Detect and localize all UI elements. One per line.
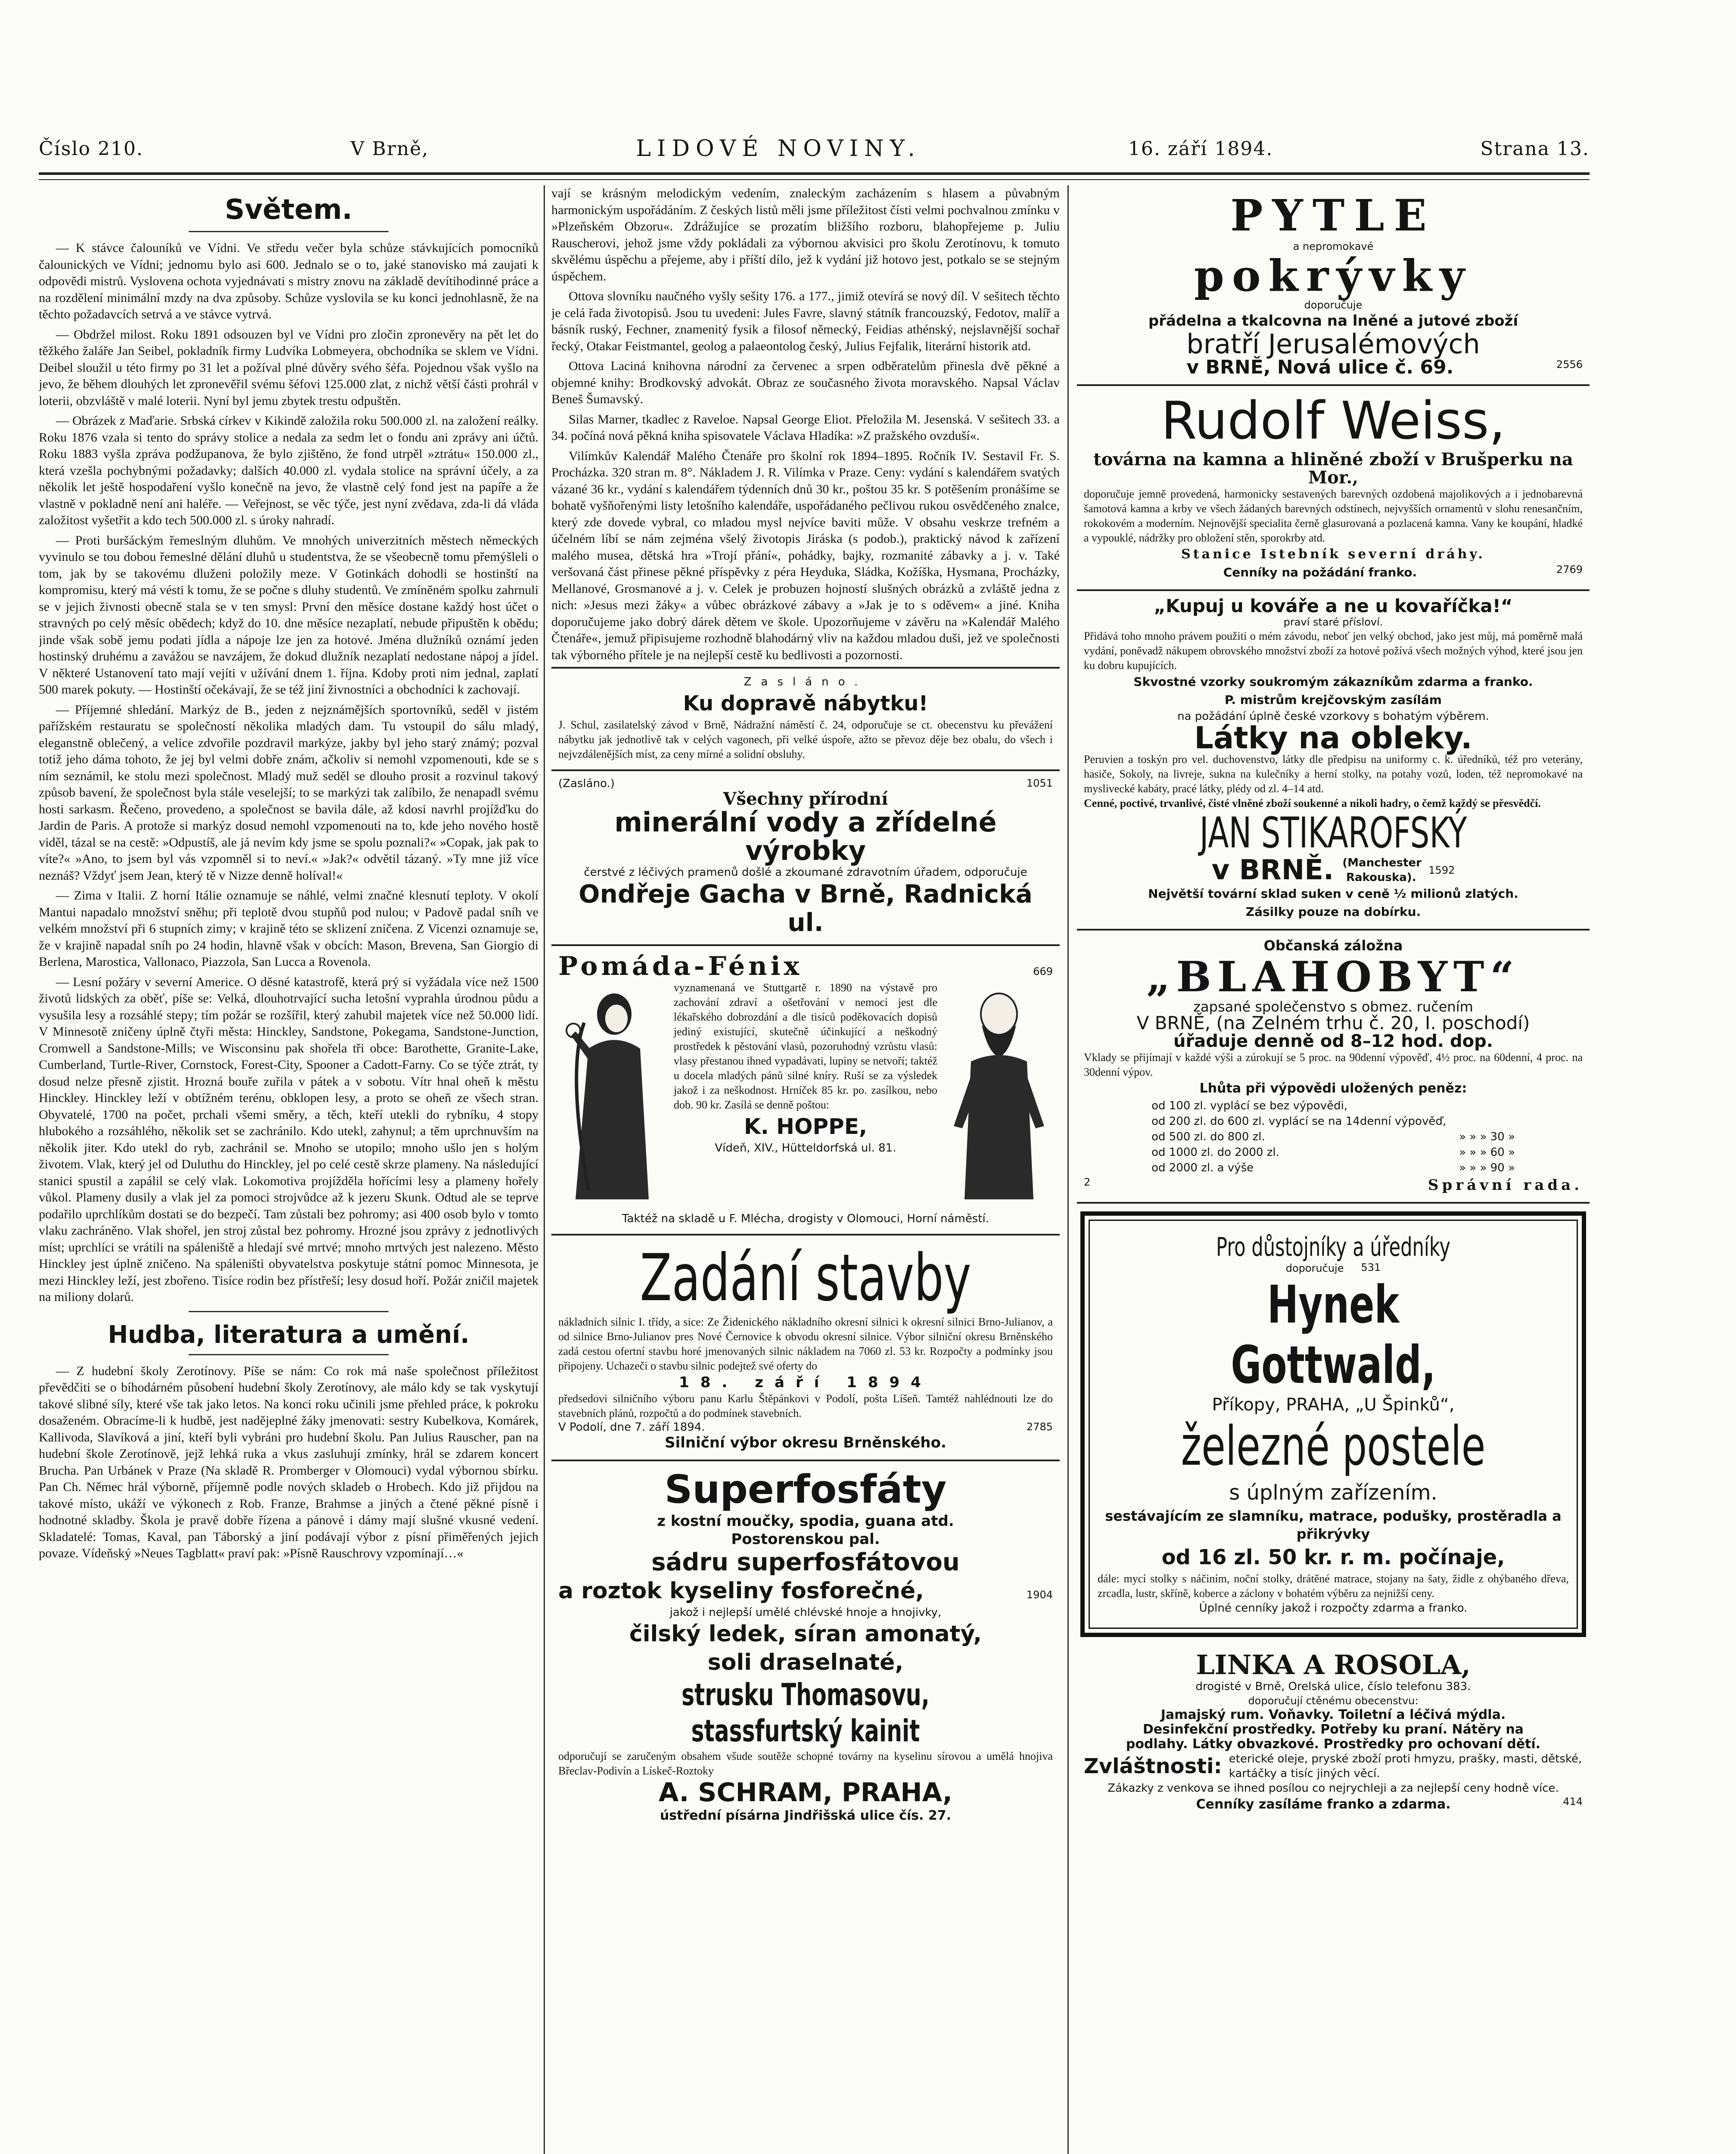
header-rule: [39, 172, 1590, 180]
table-row: [1145, 1130, 1521, 1144]
ad-number: 2785: [1026, 1421, 1053, 1433]
ad-line: strusku Thomasovu, stassfurtský kainit: [681, 1677, 930, 1749]
ad-name: A. SCHRAM, PRAHA,: [659, 1777, 952, 1808]
ad-name: Hynek Gottwald,: [1231, 1275, 1436, 1395]
table-cell: od 500 zl. do 800 zl.: [1151, 1130, 1265, 1143]
ad-title: Látky na obleky.: [1194, 720, 1472, 756]
ad-text: sestávajícím ze slamníku, matrace, podušky, prostěradla a přikrývky: [1105, 1508, 1562, 1542]
ad-text: čerstvé z léčivých pramenů došlé a zkoumané zdravotním úřadem, odporučuje: [584, 866, 1027, 879]
ad-blahobyt: [1077, 931, 1590, 1204]
issue-number: Číslo 210.: [39, 137, 143, 160]
ad-city: v BRNĚ.: [1211, 854, 1334, 886]
ad-stikarofsky: [1077, 591, 1590, 931]
ad-title-2: pokrývky: [1194, 250, 1473, 301]
ad-sub: zapsané společenstvo s obmez. ručením: [1193, 999, 1473, 1015]
ad-weiss: [1077, 386, 1590, 591]
ad-spec: eterické oleje, pryské zboží proti hmyzu, prašky, masti, dětské, kartáčky a tisíc jiných věcí.: [1229, 1752, 1582, 1780]
ad-line: sádru superfosfátovou: [651, 1548, 960, 1576]
article-paragraph: — Lesní požáry v severní Americe. O děsné katastrofě, která prý si vyžádala více než 1500 životů lidských za oběť, píše se: Velká, dlouhotrvající sucha letošní vyprahla úrodnou půdu a vysušila lesy a rozsáhlé stepy; tím požár se rozšířil, který zahubil majetek více než 50.000 lidí. V Minnesotě zničeny úplně čtyři města: Hinckley, Sandstone, Pokegama, Sandstone-Junction, Cromwell a Sandstone-Mills; ve Wisconsinu pak shořela tři obce: Barothette, Granite-Lake, Cumberland, Turtle-River, Cornstock, Forest-City, Spooner a Cadott-Farny. Co se týče ztrát, ty dosud nelze přesně zjistit. Hrozná bouře zuřila v pátek a v sobotu. Vítr hnal oheň k městu Hinckley. Hinckley leží v obtížném terénu, obklopen lesy, a proto se oheň ze všech stran. Obyvatelé, 1700 na počet, prchali všemi směry, a těch, kteří utekli do rybníku, 4 stopy hlubokého a rozsáhlého, několik set se zachránilo. Kdo utekl, zahynul; a těm uprchnuvším na několik jiter. Kdo utekl do ryb, zachránil se. Mnoho se utopilo; mnoho ušlo jen s holým životem. Vlak, který jel od Duluthu do Hinckley, jel po celé cestě skrze plameny. Na následující stanici spustil a zapálil se celý vlak. Lokomotiva projížděla hořícími lesy a plameny hořely vůkol. Plameny dusily a vlak jel za pomoci strojvůdce až k jezeru Skunk. Odtud ale se teprve podařilo uprchlíkům dostati se do bezpečí. Tam zůstali bez pohromy; asi 400 osob bylo v tomto vlaku zachráněno. Vlak shořel, jen stroj zůstal bez pohromy. Hrozné jsou zprávy z jednotlivých míst; uprchlíci se vrátili na spáleniště a hledají své mrtvé; mnoho mrtvých jest nalezeno. Město Hinckley jest úplně zničeno. Na spáleništi obyvatelstva poskytuje státní pomoc Minnesota, je mezi Hinckley leží, jest zbořeno. Tisíce rodin bez přístřeší; lesy dosud hoří. Požár zničil majetek na miliony dolarů.: [39, 974, 538, 1304]
ad-kicker: Zasláno.: [744, 675, 868, 688]
ad-name: Rudolf Weiss,: [1161, 391, 1506, 451]
masthead: LIDOVÉ NOVINY.: [636, 136, 921, 162]
article-paragraph: — Zima v Italii. Z horní Itálie oznamuje se náhlé, velmi značné klesnutí teploty. V okolí Mantui napadalo množství sněhu; při teplotě dvou stupňů pod nulou; v Padově padal sníh ve velkém množství při 6 stupních zimy; v krajině této se sklizení zničena. Z Vicenzi oznamuje se, že v krajině napadal sníh po 24 hodin, hlavně však v obcích: Mason, Brevena, San Giorgio di Berlena, Marostica, Vallonaco, Piazzola, San Lucca a Rovenola.: [39, 888, 538, 969]
ad-text: Peruvien a toskýn pro vel. duchovenstvo, látky dle předpisu na uniformy c. k. úředníků, též pro veterány, hasiče, Sokoly, na livreje, sukna na kulečníky a herní stolky, na potahy vozů, loden, též nepromokavé na myslivecké kabáty, pracé látky, plédy od zl. 4–14 atd.: [1084, 753, 1583, 795]
ad-sub: továrna na kamna a hliněné zboží v Brušperku na Mor.,: [1093, 449, 1573, 488]
ad-number: 531: [1361, 1261, 1381, 1273]
section-rule: [189, 1311, 389, 1312]
ad-line: Pro důstojníky a úředníky: [1216, 1232, 1450, 1262]
ad-firm: přádelna a tkalcovna na lněné a jutové zboží: [1148, 312, 1518, 330]
table-row: [1145, 1114, 1521, 1129]
table-row: [1145, 1099, 1521, 1113]
ad-title: PYTLE: [1230, 190, 1436, 241]
ad-line: Největší tovární sklad suken v ceně ½ milionů zlatých.: [1148, 887, 1518, 901]
ad-title: Zadání stavby: [640, 1241, 971, 1316]
ad-text: odporučují se zaručeným obsahem všude soutěže schopné továrny na kyselinu sírovou a umělá hnojiva Břeclav-Podivín a Lískeč-Roztoky: [558, 1750, 1053, 1777]
ad-pytle: [1077, 185, 1590, 386]
ad-samples: Skvostné vzorky soukromým zákazníkům zdarma a franko.: [1133, 675, 1533, 689]
ad-line: z kostní moučky, spodia, guana atd.: [657, 1513, 954, 1530]
ad-line: minerální vody a zřídelné výrobky: [614, 806, 997, 866]
ad-address: v BRNĚ, Nová ulice č. 69.: [1186, 356, 1454, 378]
ad-number: 2556: [1556, 358, 1583, 370]
ad-line: Jamajský rum. Voňavky. Toiletní a léčivá mýdla.: [1160, 1707, 1506, 1722]
ad-name: K. HOPPE,: [744, 1114, 867, 1139]
table-cell: [1453, 1099, 1521, 1113]
ad-text: doporučuje jemně provedená, harmonicky sestavených barevných ozdobená majolikových a i jednobarevná šamotová kamna a krby ve všech žádaných barevných odstínech, nejvyšších ornamentů v slohu renesančním, rokokovém a moderním. Nejnovější specialita černě glasurovaná a pozlacená kamna. Vany ke koupání, hladké a vypouklé, nádržky pro obložení stěn, sporokrby atd.: [1084, 488, 1583, 544]
article-paragraph: — Obdržel milost. Roku 1891 odsouzen byl ve Vídni pro zločin zpronevěry na pět let do těžkého žaláře Jan Seibel, pokladník firmy Ludvíka Lobmeyera, obchodníka se sklem ve Vídni. Deibel sloužil u této firmy po 31 let a požíval plné důvěry svého šéfa. Pojednou však vyšlo na jevo, že během dlouhých let zpronevěřil svému šéfovi 125.000 zlat, z nichž větší části prohrál v loterii, obzvláště v malé loterii. Nyní byl jemu zbytek trestu odpuštěn.: [39, 327, 538, 408]
title-rule: [189, 231, 389, 232]
ad-title: „BLAHOBYT“: [1146, 952, 1520, 1001]
ad-sub: drogisté v Brně, Orelská ulice, číslo telefonu 383.: [1195, 1680, 1471, 1693]
ad-address: Vídeň, XIV., Hütteldorfská ul. 81.: [715, 1142, 896, 1155]
ad-nabytek: [551, 667, 1060, 771]
article-paragraph: — Obrázek z Maďarie. Srbská církev v Kikindě založila roku 500.000 zl. na založení reálky. Roku 1876 vzala si tento do správy stolice a nedala za sedm let o fondu ani zprávy ani účtů. Roku 1883 vyšla zpráva podžupanova, že bylo zjištěno, že fond utrpěl »ztrátu« 150.000 zl., která vzešla pochybnými požadavky; dalších 40.000 zl. vydala stolice na správní účely, a za několik let ještě hospodaření vyšlo konečně na jevo, že vlastně celý fond jest na papíře a že vlastně v pokladně není ani haléře. — Veřejnost, se věc týče, jest nyní zvědava, zda-li dá vláda založitost vyšetřit a kdo tech 500.000 zl. s úroky nahradí.: [39, 414, 538, 527]
article-paragraph: Ottova slovníku naučného vyšly sešity 176. a 177., jimiž otevírá se nový díl. V sešitech těchto je celá řada životopisů. Jsou tu uvedeni: Jules Favre, slavný státník francouzský, Fedotov, malíř a básník ruský, Fechner, znamenitý fysik a filosof německý, Feidias athénský, nejslavnější sochař řecký, Otakar Feistmantel, geolog a palaeontolog český, Julius Fejfalik, literární historik atd.: [551, 289, 1060, 353]
ad-text: dále: mycí stolky s náčiním, noční stolky, drátěné matrace, stojany na šaty, židle z ohýbaného dřeva, zrcadla, lustr, skříně, kobercе a záclony v bohatém výběru za nejnižší ceny.: [1098, 1572, 1569, 1600]
table-cell: od 2000 zl. a výše: [1151, 1161, 1254, 1174]
ad-gottwald: [1080, 1211, 1586, 1637]
table-cell: » » » 60 »: [1459, 1146, 1515, 1159]
issue-date: 16. září 1894.: [1128, 137, 1273, 160]
ad-loans: Lhůta při výpovědi uložených peněz:: [1199, 1081, 1467, 1096]
right-column: [1077, 185, 1590, 2154]
article-paragraph: Vilímkův Kalendář Malého Čtenáře pro školní rok 1894–1895. Ročník IV. Sestavil Fr. S. Procházka. 320 stran m. 8°. Nákladem J. R. Vilímka v Praze. Ceny: vydání s kalendářem svatých vázané 36 kr., vydání s kalendářem týdenních dnů 30 kr., poštou 35 kr. S potěšením pronášíme se bohatě vyšňořenými listy letošního kalendáře, uspořádaného pečlivou rukou osvědčeného znalce, který zde dovede vybral, co mladou mysl nejvíce baviti může. V obsahu veskrze trefném a účelném líbí se nám zejména všelý životopis Jiráska (s podob.), praktický návod k zařízení malého musea, dětská hra »Trojí přání«, pohádky, bajky, rozmanité zábavky a j. v. Také veršovaná část přinese pěkné příspěvky z péra Heyduka, Sládka, Kožíška, Hysmana, Procházky, Mellanové, Grosmanové a j. v. Celek je probuzen hojností slušných obrázků a zvláště jedna z nich: »Jesus mezi žáky« a vůbec obrázkové zábavy a »Jak je to s oděvem« a jiné. Kniha doporučujeme jako dobrý dárek dětem ve škole. Upozorňujeme v závěru na »Kalendář Malého Čtenáře«, jemuž připisujeme rozhodně blahodárný vliv na každou mladou duši, jež ve společnosti tak výborného přítele je na nejlepší cestě ku bedlivosti a pozornosti.: [551, 448, 1060, 662]
ad-text: Zákazky z venkova se ihned posílou co nejrychleji a za nejlepší ceny hodně více.: [1108, 1782, 1559, 1795]
ad-gacha: [551, 771, 1060, 946]
ad-title: Ku dopravě nábytku!: [683, 691, 928, 716]
ad-number: 1904: [1026, 1589, 1053, 1601]
ad-text: předsedovi silničního výboru panu Karlu Štěpánkovi v Podolí, pošta Líšeň. Tamtéž nahlédnouti lze do stavebních plánů, rozpočtů a do podmínek stavebních.: [558, 1392, 1053, 1419]
ad-footer: Taktéž na skladě u F. Mlécha, drogisty v Olomouci, Horní náměstí.: [622, 1212, 989, 1225]
ad-address: V BRNĚ, (na Zelném trhu č. 20, I. poschodí): [1136, 1012, 1530, 1033]
ad-signature: Silniční výbor okresu Brněnského.: [665, 1434, 946, 1451]
ad-number: 1592: [1428, 864, 1455, 876]
ad-footer: Správní rada.: [1428, 1177, 1583, 1194]
ad-text: Cenné, poctivé, trvanlivé, čisté vlněné zboží soukenné a nikoli hadry, o čemž každý se přesvědčí.: [1084, 797, 1541, 809]
table-cell: » » » 90 »: [1459, 1161, 1515, 1174]
section-title-svetem: Světem.: [224, 194, 353, 226]
ad-footer: Úplné cenníky jakož i rozpočty zdarma a franko.: [1199, 1602, 1468, 1615]
table-cell: [1453, 1114, 1521, 1129]
ad-note: na požádání úplně české vzorkovy s bohatým výběrem.: [1177, 710, 1489, 723]
woman-illustration: [558, 984, 666, 1208]
ad-line: Všechny přírodní: [723, 789, 888, 809]
ad-date: 18. září 1894: [679, 1374, 932, 1391]
ad-line: soli draselnaté,: [707, 1650, 904, 1675]
ad-line: Ondřeje Gacha v Brně, Radnická ul.: [579, 879, 1033, 937]
ad-text: Vklady se přijímají v každé výši a zúrokují se 5 proc. na 90denní výpověď, 4½ proc. na 60denní, 4 proc. na 30denní výpov.: [1084, 1051, 1583, 1078]
ad-number: 2769: [1556, 563, 1583, 576]
ad-rec: doporučuje: [1304, 299, 1363, 311]
city: V Brně,: [350, 137, 429, 160]
ad-hours: úřaduje denně od 8–12 hod. dop.: [1173, 1031, 1493, 1051]
article-paragraph: — Proti buršáckým řemeslným dluhům. Ve mnohých univerzitních městech německých vyvinulo se tou dobou řemeslné dělání dluhů u studentstva, že se všeobecně tomu přemýšleli o tom, jak by se takovému dluženi položily meze. V Gotinkách dohodli se hostinští na kompromisu, který má vésti k tomu, že se počne s dluhy studentů. Ve zmíněném spolku zahrnuli se v jejich živnosti obecně stala se v ten smysl: První den měsíce dostane každý host účet o stravných po celý měsíc obědech; když do 10. dne měsíce nezaplatí, nebude připuštěn k obědu; jinde však sobě jemu podati jídla a nápoje lze jen za hotové. Jména dlužníků oznámí jeden hostinský druhému a zavážou se navzájem, že dokud dlužník nezaplatí nedostane nápoj a jídel. V některé Ustanovení tato mají vejíti v užívání dnem 1. října. Kdoby proti nim jednal, zaplatí 500 marek pokuty. — Hostinští očekávají, že se též jiní živnostníci a obchodníci k zachovají.: [39, 533, 538, 697]
ad-stavba: [551, 1236, 1060, 1461]
page-number: Strana 13.: [1480, 137, 1590, 160]
ad-sub: a nepromokavé: [1293, 240, 1374, 252]
article-paragraph: — Z hudební školy Zerotínovy. Píše se nám: Co rok má naše společnost příležitost převědčiti se o bíhodárném působení hudební školy Zerotínovy, ale málo kdy se tak vyskytují takové slibné síly, které vše tak jako letos. Na konci roku učinili jsme přehled práce, k pokroku dosaženém. Obracíme-li k hudbě, jest nadějeplné žáky jmenovati: sestry Kubelkova, Komárek, Kallivoda, Slavíková a jiní, kteří byli vybráni pro hudební školu. Pan Julius Rauscher, pan na hudební škole Zerotínově, jejž lehká ruka a vkus zasluhují zmínky, hrál se zdarem koncert Brucha. Pan Urbánek v Praze (Na skladě R. Promberger v Olomouci) vydal výbornou sbírku. Pan Ch. Němec hrál výborně, příjemně podle nových skladeb o Hrobech. Kdo již přijdou na takové místo, ukáží ve výkonech z Rob. Franze, Brahmse a jiných a čtené pěkné písně i hodnotné skladby. Škola je pravě dobře řízena a pánové i dámy mají slušné vkusné vedení. Skladatelé: Tomas, Kaval, pan Táborský a jiní podávají výbor z písní přiměřených jejich povaze. Vídeňský »Neues Tagblatt« praví pak: »Písně Rauschrovy vzpomínají…«: [39, 1363, 538, 1560]
article-paragraph: — Příjemné shledání. Markýz de B., jeden z nejznámějších sportovníků, seděl v jistém pařížském restauratu se společností několika mladých dam. Tu vstoupil do sálu mladý, eleganstně oblečený, a velice zdvořile pozdravil markýze, jakby byl jeho starý známý; pozval totiž jeho dáma tohoto, že jej byl velmi dobře znám, ačkoliv si nemohl vzpomenouti, kde se s ním seznámil, ke stolu mezi společnost. Mladý muž seděl se dlouho prosit a rozvinul takový způsob bavení, že společnost byla stále veselejší; to se markýzi tak zalíbilo, že nenapadl svému hosti sarkasm. Řečeno, provedeno, a společnost se bavila dále, až kdosi navrhl projížďku do Jardin de Paris. A protože si markýz dosud nemohl vzpomenouti na to, kde jeho nového hostě viděl, tázal se na cestě: »Odpustíš, ale já nevím kdy jsme se spolu poznali?« »Copak, jak pak to víte?« »Ano, to jsem byl vás vzpomněl si to neví.« »Jak?« odvětil tázaný. »Ty mne již více neznáš? Vždyť jsem Jean, který tě v Nizze denně holíval!«: [39, 702, 538, 883]
ad-line: jakož i nejlepší umělé chlévské hnoje a hnojivky,: [669, 1606, 942, 1619]
ad-title: Superfosfáty: [664, 1467, 947, 1512]
ad-superfosfaty: [551, 1461, 1060, 1833]
ad-city-note: (Manchester Rakouska).: [1342, 856, 1422, 884]
table-row: [1145, 1145, 1521, 1160]
title-rule: [189, 1354, 389, 1355]
ad-station: Stanice Istebník severní dráhy.: [1181, 547, 1485, 562]
ad-slogan: „Kupuj u kováře a ne u kovaříčka!“: [1154, 595, 1513, 616]
article-paragraph: vají se krásným melodickým vedením, znaleckým zacházením s hlasem a půvabným harmonickým uspořádáním. Z českých listů měli jsme příležitost čísti velmi pochvalnou zmínku v »Plzeňském Obzoru«. Zdrážujíce se prozatím bližšího rozboru, blahopřejeme p. Juliu Rauscherovi, jehož jsme vždy pokládali za výbornou akvisici pro školu Zerotínovu, k tomuto skvělému úspěchu a přejeme, aby i příští dílo, jež k vydání již hotovo jest, potkalo se se stejným úspěchem.: [551, 186, 1060, 283]
ad-rec: doporučuje: [1285, 1262, 1344, 1274]
ad-title: LINKA A ROSOLA,: [1196, 1649, 1471, 1681]
ad-text: vyznamenaná ve Stuttgartě r. 1890 na výstavě pro zachování zdraví a ošetřování v nemoci jest dle lékařského dobrozdání a dle tisíců poděkovacích dopisů jediný existující, skutečně účinkující a neškodný prostředek k pěstování vlasů, pozoruhodný vzrůstu vlasů: vlasy přestanou ihned vypadávati, lupiny se netvoří; taktéž u docela mladých pánů silné kníry. Ruší se za výsledek jakož i za neškodnost. Hrníček 85 kr. po. zasílkou, nebo dob. 90 kr. Zasílá se denně poštou:: [674, 981, 937, 1111]
ad-place: V Podolí, dne 7. září 1894.: [558, 1421, 705, 1434]
section-title-hudba: Hudba, literatura a umění.: [108, 1320, 470, 1349]
column-divider: [1067, 185, 1069, 2154]
column-divider: [544, 185, 545, 2154]
ad-linka-rosola: [1077, 1645, 1590, 1821]
ad-title: Pomáda-Fénix: [558, 951, 803, 981]
table-row: [1145, 1161, 1521, 1175]
ad-footer: Cenníky zasíláme franko a zdarma.: [1196, 1797, 1451, 1812]
ad-kicker: Občanská záložna: [1263, 937, 1403, 954]
ad-line: Postorenskou pal.: [731, 1531, 880, 1548]
ad-sub: s úplným zařízením.: [1229, 1481, 1437, 1505]
ad-kicker: (Zasláno.): [558, 777, 615, 790]
ad-sub: praví staré přísloví.: [1283, 616, 1383, 628]
ad-number: 669: [1033, 965, 1053, 977]
loan-table: [1145, 1098, 1522, 1176]
middle-column: [551, 185, 1060, 2154]
ad-text: Přidává toho mnoho právem použiti o mém závodu, neboť jen velký obchod, jako jest můj, má poměrně malá vydání, poněvadž nákupem obrovského množství zboží za hotové požívá všech možných výhod, které jsou jen ku dobru kupujících.: [1084, 630, 1583, 672]
ad-title: železné postele: [1181, 1414, 1486, 1478]
ad-name: JAN STIKAROFSKÝ: [1199, 809, 1467, 858]
ad-price: od 16 zl. 50 kr. r. m. počínaje,: [1161, 1545, 1505, 1569]
ad-number: 1051: [1026, 777, 1053, 789]
ad-rec: doporučují ctěnému obecenstvu:: [1248, 1695, 1419, 1707]
ad-line: Zásilky pouze na dobírku.: [1245, 905, 1421, 919]
ad-label: Zvláštnosti:: [1084, 1754, 1222, 1778]
ad-line: čilský ledek, síran amonatý,: [629, 1621, 982, 1647]
article-paragraph: — K stávce čalouníků ve Vídni. Ve středu večer byla schůze stávkujících pomocníků čalounických ve Vídni; jednomu bylo asi 600. Jednalo se o to, jaké stanovisko má zaujati k odpovědi mistrů. Vyslovena ochota vyjednávati s mistry znovu na základě devítihodinné práce a na rozdělení minimální mzdy na dva způsoby. Schůze vyslovila se ku konci jednohlasně, že na těchto požadavcích setrvá a ve stávce vytrvá.: [39, 241, 538, 321]
ad-address: Příkopy, PRAHA, „U Špinků“,: [1212, 1395, 1455, 1415]
table-cell: od 1000 zl. do 2000 zl.: [1151, 1146, 1279, 1159]
article-paragraph: Silas Marner, tkadlec z Raveloe. Napsal George Eliot. Přeložila M. Jesenská. V sešitech 33. a 34. počíná nová pěkná kniha spisovatele Václava Hladíka: »Z pražského ovzduší«.: [551, 412, 1060, 443]
ad-note: P. mistrům krejčovským zasílám: [1225, 693, 1442, 707]
ad-name: bratří Jerusalémových: [1186, 328, 1480, 360]
ad-address: ústřední písárna Jindřišská ulice čís. 27.: [660, 1808, 952, 1823]
ad-text: J. Schul, zasilatelský závod v Brně, Nádražní náměstí č. 24, odporučuje se ct. obecenstvu ku převážení nábytku jak jednotlivě tak v celých vagonech, při velké úspoře, ažto se převoz děje bez obalu, do všech i nejvzdálenějších míst, za ceny mírné a solidní obsluhy.: [558, 719, 1053, 760]
ad-number: 2: [1084, 1176, 1091, 1188]
ad-line: Desinfekční prostředky. Potřeby ku praní. Nátěry na: [1143, 1722, 1524, 1737]
ad-prices: Cenníky na požádání franko.: [1223, 565, 1417, 579]
ad-text: nákladních silnic I. třídy, a sice: Ze Židenického nákladního okresní silnici k okresní silnici Brno-Julianov, a od silnice Brno-Julianov pres Nové Černovice k obvodu okresní silnice. Výbor silniční okresu Brněnského zadá cestou ofertní stavbu horé jmenovaných silnic nákladem na 7060 zl. 53 kr. Rozpočty a podmínky jsou připojeny. Uchazeči o stavbu silnic podejtež své oferty do: [558, 1316, 1053, 1372]
article-paragraph: Ottova Laciná knihovna národní za červenec a srpen odběratelům přinesla dvě pěkné a objemné knihy: Brodkovský advokát. Obraz ze současného života moravského. Napsal Václav Beneš Šumavský.: [551, 359, 1060, 406]
page-header: [39, 129, 1590, 168]
ad-pomada: [551, 946, 1060, 1236]
left-column: [39, 185, 538, 2154]
man-illustration: [945, 984, 1053, 1208]
table-cell: » » » 30 »: [1459, 1130, 1515, 1143]
table-cell: od 200 zl. do 600 zl. vyplácí se na 14denní výpověď,: [1151, 1115, 1447, 1128]
ad-line: a roztok kyseliny fosforečné,: [558, 1578, 924, 1604]
ad-line: podlahy. Látky obvazkové. Prostředky pro ochovaní dětí.: [1126, 1737, 1541, 1752]
ad-number: 414: [1563, 1796, 1583, 1808]
table-cell: od 100 zl. vyplácí se bez výpovědi,: [1151, 1099, 1348, 1112]
